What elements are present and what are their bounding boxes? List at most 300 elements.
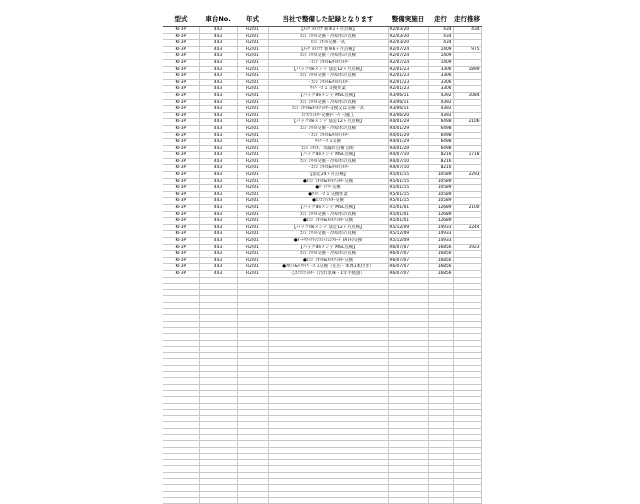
cell-chassis-no: 443 bbox=[199, 172, 237, 179]
table-row bbox=[163, 218, 481, 225]
cell-chassis-no: 443 bbox=[199, 79, 237, 86]
cell-mileage-change bbox=[453, 53, 481, 60]
cell-mileage-change bbox=[453, 251, 481, 258]
cell-model: KF3P bbox=[163, 244, 199, 251]
cell-model: KF3P bbox=[163, 185, 199, 192]
cell-model: KF3P bbox=[163, 224, 199, 231]
cell-mileage-change bbox=[453, 185, 481, 192]
cell-model: KF3P bbox=[163, 99, 199, 106]
cell-date: R3/06/11 bbox=[388, 92, 428, 99]
cell-description: 【法定24ヶ月点検】 bbox=[268, 172, 388, 179]
cell-model: KF3P bbox=[163, 66, 199, 73]
cell-mileage-change bbox=[453, 73, 481, 80]
cell-model: KF3P bbox=[163, 178, 199, 185]
cell-chassis-no: 443 bbox=[199, 59, 237, 66]
cell-mileage-change: 975 bbox=[453, 46, 481, 53]
cell-date: R3/06/11 bbox=[388, 99, 428, 106]
cell-mileage: 14933 bbox=[428, 238, 453, 245]
cell-description: ●ｴﾝｼﾞﾝｵｲﾙ&ｵｲﾙﾌｨﾙﾀｰ交換 bbox=[268, 178, 388, 185]
cell-mileage: 6498 bbox=[428, 119, 453, 126]
cell-mileage: 1409 bbox=[428, 46, 453, 53]
cell-mileage: 8216 bbox=[428, 158, 453, 165]
cell-mileage-change bbox=[453, 218, 481, 225]
cell-mileage: 4392 bbox=[428, 112, 453, 119]
empty-cell bbox=[163, 497, 199, 503]
cell-chassis-no: 443 bbox=[199, 27, 237, 34]
cell-mileage: 8216 bbox=[428, 152, 453, 159]
cell-mileage: 6498 bbox=[428, 139, 453, 146]
cell-description: ｴﾝｼﾞﾝｵｲﾙ交換一式 bbox=[268, 40, 388, 47]
table-row bbox=[163, 145, 481, 152]
cell-description: ｴﾝｼﾞﾝｵｲﾙ&ｵｲﾙﾌｨﾙﾀｰ交換又は交換一式 bbox=[268, 106, 388, 113]
cell-model: KF3P bbox=[163, 191, 199, 198]
cell-year: R2/01 bbox=[237, 198, 268, 205]
cell-mileage: 10589 bbox=[428, 178, 453, 185]
cell-date: R5/01/15 bbox=[388, 198, 428, 205]
table-row bbox=[163, 53, 481, 60]
cell-model: KF3P bbox=[163, 92, 199, 99]
table-row bbox=[163, 158, 481, 165]
cell-description: 【パックdeメンテ MSC点検】 bbox=[268, 205, 388, 212]
table-row bbox=[163, 79, 481, 86]
cell-model: KF3P bbox=[163, 59, 199, 66]
cell-description: ｴｱｺﾝﾌｨﾙﾀｰ交換(ﾍﾟｰﾊﾟｰ)施工 bbox=[268, 112, 388, 119]
cell-description: 【ﾒｯｸﾞﾙﾒﾝﾃﾅ 新車1ヶ月点検】 bbox=[268, 27, 388, 34]
cell-year: R2/01 bbox=[237, 73, 268, 80]
table-row bbox=[163, 33, 481, 40]
cell-chassis-no: 443 bbox=[199, 86, 237, 93]
cell-year: R2/01 bbox=[237, 218, 268, 225]
cell-year: R2/01 bbox=[237, 205, 268, 212]
table-row bbox=[163, 106, 481, 113]
cell-date: R2/03/20 bbox=[388, 40, 428, 47]
cell-year: R2/01 bbox=[237, 99, 268, 106]
cell-chassis-no: 443 bbox=[199, 264, 237, 271]
cell-mileage: 3306 bbox=[428, 86, 453, 93]
cell-year: R2/01 bbox=[237, 244, 268, 251]
cell-date: R2/01/23 bbox=[388, 79, 428, 86]
cell-mileage-change bbox=[453, 191, 481, 198]
table-row bbox=[163, 178, 481, 185]
table-row bbox=[163, 92, 481, 99]
empty-cell bbox=[388, 497, 428, 503]
cell-chassis-no: 443 bbox=[199, 152, 237, 159]
cell-year: R2/01 bbox=[237, 178, 268, 185]
empty-row bbox=[163, 497, 481, 503]
cell-mileage: 3306 bbox=[428, 79, 453, 86]
cell-description: 【ﾒｯｸﾞﾙﾒﾝﾃﾅ 新車6ヶ月点検】 bbox=[268, 46, 388, 53]
cell-mileage: 12689 bbox=[428, 211, 453, 218]
cell-description: ｴﾝｼﾞﾝｵｲﾙ交換・冷却水の点検 bbox=[268, 231, 388, 238]
cell-chassis-no: 443 bbox=[199, 218, 237, 225]
table-row bbox=[163, 112, 481, 119]
cell-description: 【パックdeメンテ 法定12ヶ月点検】 bbox=[268, 119, 388, 126]
header-row bbox=[163, 10, 481, 27]
cell-date: R4/01/29 bbox=[388, 139, 428, 146]
cell-date: R2/03/20 bbox=[388, 33, 428, 40]
cell-model: KF3P bbox=[163, 53, 199, 60]
cell-date: R2/07/24 bbox=[388, 46, 428, 53]
cell-year: R2/01 bbox=[237, 152, 268, 159]
cell-chassis-no: 443 bbox=[199, 270, 237, 277]
cell-date: R2/07/24 bbox=[388, 59, 428, 66]
cell-mileage-change bbox=[453, 132, 481, 139]
cell-description: ・ｴﾝｼﾞﾝｵｲﾙ&ｵｲﾙﾌｨﾙﾀｰ bbox=[268, 79, 388, 86]
cell-description: ●ｴﾝｼﾞﾝｵｲﾙ&ｵｲﾙﾌｨﾙﾀｰ交換 bbox=[268, 257, 388, 264]
cell-mileage-change: 1084 bbox=[453, 92, 481, 99]
cell-description: ・ｴﾝｼﾞﾝｵｲﾙ&ｵｲﾙﾌｨﾙﾀｰ bbox=[268, 165, 388, 172]
cell-date: R3/06/11 bbox=[388, 106, 428, 113]
cell-mileage-change: 2106 bbox=[453, 119, 481, 126]
cell-year: R2/01 bbox=[237, 27, 268, 34]
cell-description: ｴﾝｼﾞﾝｵｲﾙ交換・冷却水の点検 bbox=[268, 125, 388, 132]
cell-mileage: 434 bbox=[428, 33, 453, 40]
cell-model: KF3P bbox=[163, 86, 199, 93]
table-row bbox=[163, 264, 481, 271]
cell-year: R2/01 bbox=[237, 224, 268, 231]
cell-model: KF3P bbox=[163, 198, 199, 205]
cell-date: R5/12/09 bbox=[388, 238, 428, 245]
table-row bbox=[163, 191, 481, 198]
cell-chassis-no: 443 bbox=[199, 132, 237, 139]
cell-description: ｴﾝｼﾞﾝｵｲﾙ交換・冷却水の点検 bbox=[268, 73, 388, 80]
cell-description: ｴﾝｼﾞﾝｵｲﾙ、水漏れ点検 良好 bbox=[268, 145, 388, 152]
cell-chassis-no: 443 bbox=[199, 53, 237, 60]
cell-chassis-no: 443 bbox=[199, 231, 237, 238]
cell-model: KF3P bbox=[163, 211, 199, 218]
cell-mileage: 16856 bbox=[428, 257, 453, 264]
cell-chassis-no: 443 bbox=[199, 244, 237, 251]
cell-description: ○ｴｱｺﾝﾌｨﾙﾀｰ（汚れ気味・1年半経過） bbox=[268, 270, 388, 277]
table-row bbox=[163, 27, 481, 34]
cell-chassis-no: 443 bbox=[199, 112, 237, 119]
cell-mileage: 6498 bbox=[428, 145, 453, 152]
cell-mileage: 16856 bbox=[428, 251, 453, 258]
cell-date: R4/01/29 bbox=[388, 132, 428, 139]
cell-year: R2/01 bbox=[237, 185, 268, 192]
cell-description: ｴﾝｼﾞﾝｵｲﾙ交換・冷却水の点検 bbox=[268, 33, 388, 40]
table-row bbox=[163, 244, 481, 251]
cell-chassis-no: 443 bbox=[199, 73, 237, 80]
cell-date: R5/01/01 bbox=[388, 218, 428, 225]
table-row bbox=[163, 257, 481, 264]
header-record-note: 当社で整備した記録となります bbox=[268, 10, 388, 27]
cell-chassis-no: 443 bbox=[199, 165, 237, 172]
cell-mileage: 3306 bbox=[428, 66, 453, 73]
cell-mileage-change bbox=[453, 79, 481, 86]
cell-date: R4/01/29 bbox=[388, 125, 428, 132]
cell-chassis-no: 443 bbox=[199, 191, 237, 198]
cell-date: R3/06/20 bbox=[388, 112, 428, 119]
cell-year: R2/01 bbox=[237, 191, 268, 198]
cell-date: R4/01/29 bbox=[388, 145, 428, 152]
cell-mileage: 4392 bbox=[428, 106, 453, 113]
cell-year: R2/01 bbox=[237, 46, 268, 53]
cell-mileage-change bbox=[453, 264, 481, 271]
cell-mileage-change: 1718 bbox=[453, 152, 481, 159]
cell-mileage: 14933 bbox=[428, 224, 453, 231]
cell-mileage: 1409 bbox=[428, 59, 453, 66]
cell-description: ●ﾊﾞｯﾃﾘｰ交換 bbox=[268, 185, 388, 192]
cell-mileage: 10589 bbox=[428, 191, 453, 198]
cell-date: R6/07/07 bbox=[388, 264, 428, 271]
cell-mileage-change bbox=[453, 99, 481, 106]
cell-date: R5/01/01 bbox=[388, 205, 428, 212]
cell-chassis-no: 443 bbox=[199, 238, 237, 245]
table-row bbox=[163, 231, 481, 238]
cell-model: KF3P bbox=[163, 46, 199, 53]
cell-year: R2/01 bbox=[237, 119, 268, 126]
cell-year: R2/01 bbox=[237, 251, 268, 258]
cell-description: ・ｴﾝｼﾞﾝｵｲﾙ&ｵｲﾙﾌｨﾙﾀｰ bbox=[268, 59, 388, 66]
table-row bbox=[163, 86, 481, 93]
empty-cell bbox=[268, 497, 388, 503]
cell-date: R5/01/15 bbox=[388, 178, 428, 185]
cell-model: KF3P bbox=[163, 257, 199, 264]
cell-year: R2/01 bbox=[237, 158, 268, 165]
cell-year: R2/01 bbox=[237, 112, 268, 119]
cell-year: R2/01 bbox=[237, 270, 268, 277]
cell-model: KF3P bbox=[163, 251, 199, 258]
cell-description: ｴﾝｼﾞﾝｵｲﾙ交換・冷却水の点検 bbox=[268, 251, 388, 258]
cell-mileage-change: 434 bbox=[453, 27, 481, 34]
empty-cell bbox=[237, 497, 268, 503]
cell-mileage: 434 bbox=[428, 27, 453, 34]
cell-year: R2/01 bbox=[237, 139, 268, 146]
cell-model: KF3P bbox=[163, 270, 199, 277]
cell-chassis-no: 443 bbox=[199, 185, 237, 192]
cell-year: R2/01 bbox=[237, 257, 268, 264]
cell-description: ●ﾜｲﾊﾟｰｺﾞﾑ 交換作業 bbox=[268, 191, 388, 198]
cell-date: R2/01/23 bbox=[388, 86, 428, 93]
cell-model: KF3P bbox=[163, 119, 199, 126]
cell-mileage-change bbox=[453, 33, 481, 40]
cell-mileage: 10589 bbox=[428, 172, 453, 179]
cell-year: R2/01 bbox=[237, 33, 268, 40]
cell-year: R2/01 bbox=[237, 132, 268, 139]
cell-model: KF3P bbox=[163, 139, 199, 146]
cell-mileage: 10589 bbox=[428, 185, 453, 192]
cell-year: R2/01 bbox=[237, 125, 268, 132]
header-chassis-no: 車台No. bbox=[199, 10, 237, 27]
table-row bbox=[163, 198, 481, 205]
cell-date: R4/07/10 bbox=[388, 165, 428, 172]
cell-description: ●ﾌﾛﾝﾄ&ﾘｱﾜｲﾊﾟｰｺﾞﾑ交換（左右・本体1本付き） bbox=[268, 264, 388, 271]
cell-mileage-change bbox=[453, 270, 481, 277]
empty-cell bbox=[453, 497, 481, 503]
cell-description: 【パックdeメンテ MSC点検】 bbox=[268, 92, 388, 99]
table-row bbox=[163, 185, 481, 192]
cell-date: R5/01/15 bbox=[388, 191, 428, 198]
table-row bbox=[163, 46, 481, 53]
cell-mileage: 10589 bbox=[428, 198, 453, 205]
table-row bbox=[163, 238, 481, 245]
cell-year: R2/01 bbox=[237, 86, 268, 93]
cell-mileage-change: 2100 bbox=[453, 205, 481, 212]
table-row bbox=[163, 211, 481, 218]
empty-cell bbox=[199, 497, 237, 503]
cell-mileage-change: 1899 bbox=[453, 66, 481, 73]
cell-mileage-change bbox=[453, 145, 481, 152]
cell-chassis-no: 443 bbox=[199, 125, 237, 132]
cell-mileage-change bbox=[453, 40, 481, 47]
cell-mileage-change bbox=[453, 211, 481, 218]
cell-year: R2/01 bbox=[237, 53, 268, 60]
cell-model: KF3P bbox=[163, 264, 199, 271]
table-row bbox=[163, 99, 481, 106]
cell-mileage-change bbox=[453, 59, 481, 66]
cell-year: R2/01 bbox=[237, 172, 268, 179]
cell-description: 【パックdeメンテ MSC点検】 bbox=[268, 152, 388, 159]
cell-date: R6/07/07 bbox=[388, 244, 428, 251]
cell-chassis-no: 443 bbox=[199, 198, 237, 205]
table-row bbox=[163, 73, 481, 80]
cell-mileage-change: 2293 bbox=[453, 172, 481, 179]
header-mileage: 走行 bbox=[428, 10, 453, 27]
cell-chassis-no: 443 bbox=[199, 178, 237, 185]
cell-description: 【パックdeメンテ 法定12ヶ月点検】 bbox=[268, 66, 388, 73]
cell-date: R2/01/23 bbox=[388, 66, 428, 73]
cell-model: KF3P bbox=[163, 27, 199, 34]
cell-model: KF3P bbox=[163, 33, 199, 40]
cell-mileage: 12689 bbox=[428, 218, 453, 225]
cell-description: ・ｴﾝｼﾞﾝｵｲﾙ&ｵｲﾙﾌｨﾙﾀｰ bbox=[268, 132, 388, 139]
cell-mileage: 3306 bbox=[428, 73, 453, 80]
cell-year: R2/01 bbox=[237, 92, 268, 99]
cell-chassis-no: 443 bbox=[199, 46, 237, 53]
cell-model: KF3P bbox=[163, 112, 199, 119]
cell-year: R2/01 bbox=[237, 145, 268, 152]
cell-description: ｴﾝｼﾞﾝｵｲﾙ交換・冷却水の点検 bbox=[268, 211, 388, 218]
cell-model: KF3P bbox=[163, 231, 199, 238]
cell-mileage: 1409 bbox=[428, 53, 453, 60]
cell-description: ●ｴｱｺﾝﾌｨﾙﾀｰ交換 bbox=[268, 198, 388, 205]
cell-chassis-no: 443 bbox=[199, 33, 237, 40]
cell-mileage-change bbox=[453, 106, 481, 113]
cell-mileage-change bbox=[453, 257, 481, 264]
cell-model: KF3P bbox=[163, 106, 199, 113]
cell-year: R2/01 bbox=[237, 59, 268, 66]
cell-year: R2/01 bbox=[237, 66, 268, 73]
cell-model: KF3P bbox=[163, 158, 199, 165]
cell-mileage: 4392 bbox=[428, 99, 453, 106]
cell-mileage-change bbox=[453, 198, 481, 205]
header-service-date: 整備実施日 bbox=[388, 10, 428, 27]
cell-year: R2/01 bbox=[237, 231, 268, 238]
cell-chassis-no: 443 bbox=[199, 40, 237, 47]
cell-model: KF3P bbox=[163, 40, 199, 47]
cell-mileage-change: 1923 bbox=[453, 244, 481, 251]
cell-mileage: 16856 bbox=[428, 264, 453, 271]
cell-year: R2/01 bbox=[237, 79, 268, 86]
cell-mileage: 16856 bbox=[428, 244, 453, 251]
cell-date: R6/07/07 bbox=[388, 257, 428, 264]
cell-mileage: 434 bbox=[428, 40, 453, 47]
cell-mileage: 4392 bbox=[428, 92, 453, 99]
cell-mileage-change bbox=[453, 112, 481, 119]
cell-date: R2/07/24 bbox=[388, 53, 428, 60]
cell-date: R4/07/10 bbox=[388, 152, 428, 159]
cell-description: ●ｴﾝｼﾞﾝｵｲﾙ&ｵｲﾙﾌｨﾙﾀｰ交換 bbox=[268, 218, 388, 225]
table-row bbox=[163, 66, 481, 73]
cell-year: R2/01 bbox=[237, 238, 268, 245]
table-row bbox=[163, 270, 481, 277]
cell-description: ●ｵｰﾄﾏﾁｯｸﾄﾗﾝｽﾐｯｼｮﾝﾌﾙｰﾄﾞ(ATF)交換 bbox=[268, 238, 388, 245]
cell-chassis-no: 443 bbox=[199, 205, 237, 212]
cell-model: KF3P bbox=[163, 152, 199, 159]
cell-year: R2/01 bbox=[237, 211, 268, 218]
cell-mileage: 8216 bbox=[428, 165, 453, 172]
table-row bbox=[163, 205, 481, 212]
cell-year: R2/01 bbox=[237, 40, 268, 47]
cell-description: ﾜｲﾊﾟｰｺﾞﾑ 交換作業 bbox=[268, 86, 388, 93]
cell-mileage: 6498 bbox=[428, 132, 453, 139]
cell-mileage-change: 2244 bbox=[453, 224, 481, 231]
table-body bbox=[163, 27, 481, 504]
table-row bbox=[163, 224, 481, 231]
table-row bbox=[163, 165, 481, 172]
cell-chassis-no: 443 bbox=[199, 257, 237, 264]
cell-chassis-no: 443 bbox=[199, 92, 237, 99]
cell-description: ｴﾝｼﾞﾝｵｲﾙ交換・冷却水の点検 bbox=[268, 158, 388, 165]
table-row bbox=[163, 40, 481, 47]
cell-chassis-no: 443 bbox=[199, 119, 237, 126]
header-mileage-change: 走行推移 bbox=[453, 10, 481, 27]
cell-year: R2/01 bbox=[237, 106, 268, 113]
header-year: 年式 bbox=[237, 10, 268, 27]
cell-mileage-change bbox=[453, 238, 481, 245]
cell-mileage-change bbox=[453, 178, 481, 185]
empty-cell bbox=[428, 497, 453, 503]
cell-mileage-change bbox=[453, 86, 481, 93]
cell-mileage-change bbox=[453, 139, 481, 146]
table-row bbox=[163, 251, 481, 258]
cell-chassis-no: 443 bbox=[199, 106, 237, 113]
cell-mileage: 12689 bbox=[428, 205, 453, 212]
cell-model: KF3P bbox=[163, 172, 199, 179]
cell-mileage-change bbox=[453, 231, 481, 238]
table-row bbox=[163, 152, 481, 159]
table-row bbox=[163, 132, 481, 139]
cell-year: R2/01 bbox=[237, 264, 268, 271]
cell-chassis-no: 443 bbox=[199, 66, 237, 73]
cell-description: ｴﾝｼﾞﾝｵｲﾙ交換・冷却水の点検 bbox=[268, 53, 388, 60]
cell-date: R6/07/07 bbox=[388, 270, 428, 277]
cell-model: KF3P bbox=[163, 165, 199, 172]
cell-mileage: 16856 bbox=[428, 270, 453, 277]
cell-model: KF3P bbox=[163, 145, 199, 152]
cell-date: R5/12/09 bbox=[388, 224, 428, 231]
cell-description: 【パックdeメンテ MSC点検】 bbox=[268, 244, 388, 251]
cell-model: KF3P bbox=[163, 125, 199, 132]
maintenance-table bbox=[163, 10, 482, 504]
cell-date: R5/01/01 bbox=[388, 211, 428, 218]
table-row bbox=[163, 119, 481, 126]
cell-chassis-no: 443 bbox=[199, 139, 237, 146]
cell-model: KF3P bbox=[163, 238, 199, 245]
cell-model: KF3P bbox=[163, 218, 199, 225]
cell-mileage-change bbox=[453, 165, 481, 172]
header-model: 型式 bbox=[163, 10, 199, 27]
cell-model: KF3P bbox=[163, 132, 199, 139]
cell-description: 【パックdeメンテ 法定12ヶ月点検】 bbox=[268, 224, 388, 231]
cell-date: R2/03/20 bbox=[388, 27, 428, 34]
cell-date: R4/01/29 bbox=[388, 119, 428, 126]
cell-chassis-no: 443 bbox=[199, 251, 237, 258]
cell-mileage-change bbox=[453, 125, 481, 132]
cell-date: R5/01/15 bbox=[388, 185, 428, 192]
cell-date: R2/01/23 bbox=[388, 73, 428, 80]
